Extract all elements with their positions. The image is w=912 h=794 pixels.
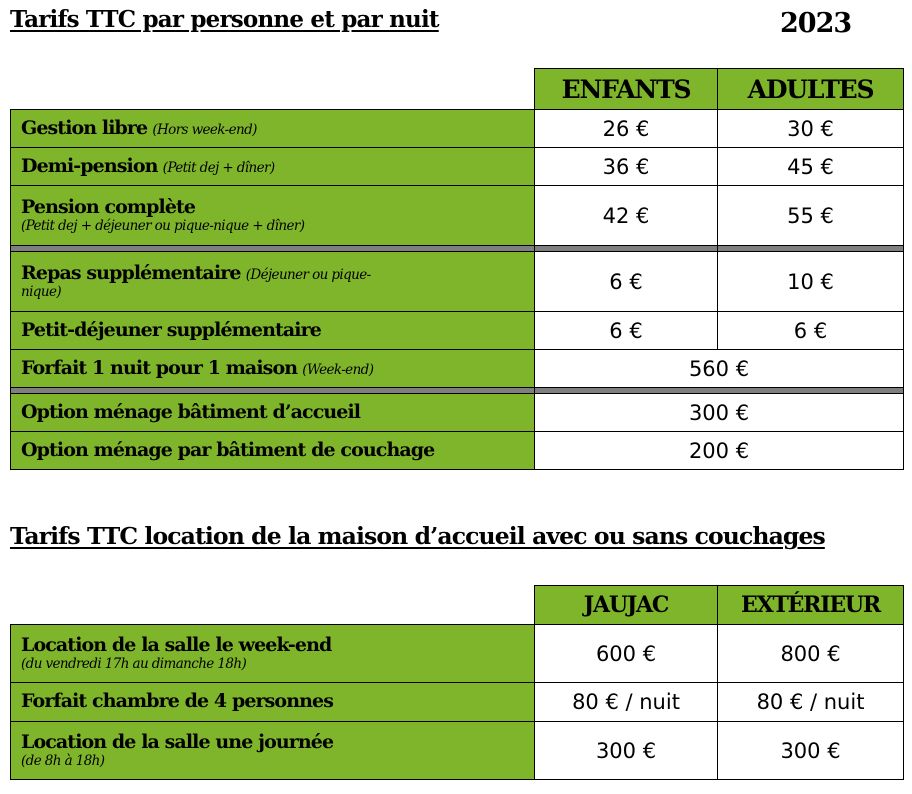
row-label: Forfait chambre de 4 personnes xyxy=(21,690,334,713)
row-sublabel: (du vendredi 17h au dimanche 18h) xyxy=(21,655,247,672)
table-row xyxy=(11,722,904,780)
row-label: Pension complète xyxy=(21,195,196,218)
price-enfants: 26 € xyxy=(535,110,718,148)
price-adultes: 6 € xyxy=(718,312,904,350)
row-sublabel: (Déjeuner ou pique- xyxy=(245,266,371,283)
row-label: Location de la salle une journée xyxy=(21,730,334,753)
price-adultes: 30 € xyxy=(718,110,904,148)
table-row xyxy=(11,110,904,148)
row-label: Option ménage bâtiment d’accueil xyxy=(21,400,361,423)
row-label: Petit-déjeuner supplémentaire xyxy=(21,318,321,341)
table-row xyxy=(11,432,904,470)
row-label: Option ménage par bâtiment de couchage xyxy=(21,438,435,461)
price-adultes: 45 € xyxy=(718,148,904,186)
header-blank-cell xyxy=(11,586,535,625)
row-label: Repas supplémentaire xyxy=(21,261,241,284)
table-row xyxy=(11,148,904,186)
price-jaujac: 80 € / nuit xyxy=(535,683,718,722)
table-row xyxy=(11,312,904,350)
price-exterieur: 800 € xyxy=(718,625,904,683)
price-exterieur: 300 € xyxy=(718,722,904,780)
header-adultes: ADULTES xyxy=(718,69,904,110)
price-adultes: 55 € xyxy=(718,186,904,246)
header-enfants: ENFANTS xyxy=(535,69,718,110)
row-sublabel: (Petit dej + dîner) xyxy=(162,159,275,176)
row-sublabel: (Hors week-end) xyxy=(152,121,257,138)
row-label-cell xyxy=(11,625,535,683)
price-enfants: 36 € xyxy=(535,148,718,186)
row-sublabel-cont: nique) xyxy=(21,283,62,300)
price-enfants: 42 € xyxy=(535,186,718,246)
row-sublabel: (Week-end) xyxy=(302,361,374,378)
year-label: 2023 xyxy=(780,8,852,39)
price-jaujac: 300 € xyxy=(535,722,718,780)
tarifs-par-personne-table xyxy=(10,68,904,470)
row-label: Demi-pension xyxy=(21,154,158,177)
row-label-cell xyxy=(11,148,535,186)
table-header-row xyxy=(11,586,904,625)
price-option: 300 € xyxy=(535,394,904,432)
row-label: Forfait 1 nuit pour 1 maison xyxy=(21,356,298,379)
table-row xyxy=(11,683,904,722)
title-tarifs-location: Tarifs TTC location de la maison d’accueil avec ou sans couchages xyxy=(10,522,825,550)
table-row xyxy=(11,186,904,246)
row-label-cell xyxy=(11,252,535,312)
row-label-cell xyxy=(11,110,535,148)
table-row xyxy=(11,252,904,312)
row-label: Location de la salle le week-end xyxy=(21,633,332,656)
table-row xyxy=(11,625,904,683)
header-blank-cell xyxy=(11,69,535,110)
price-adultes: 10 € xyxy=(718,252,904,312)
row-label: Gestion libre xyxy=(21,116,148,139)
price-enfants: 6 € xyxy=(535,312,718,350)
tarifs-location-table xyxy=(10,585,904,780)
row-label-cell xyxy=(11,312,535,350)
title-tarifs-par-personne: Tarifs TTC par personne et par nuit xyxy=(10,6,439,33)
table-row xyxy=(11,350,904,388)
price-jaujac: 600 € xyxy=(535,625,718,683)
table-row xyxy=(11,394,904,432)
row-label-cell xyxy=(11,683,535,722)
header-jaujac: JAUJAC xyxy=(535,586,718,625)
row-sublabel: (de 8h à 18h) xyxy=(21,752,105,769)
row-label-cell xyxy=(11,186,535,246)
row-label-cell xyxy=(11,432,535,470)
table-header-row xyxy=(11,69,904,110)
price-option: 200 € xyxy=(535,432,904,470)
row-label-cell xyxy=(11,722,535,780)
row-label-cell xyxy=(11,394,535,432)
price-exterieur: 80 € / nuit xyxy=(718,683,904,722)
price-enfants: 6 € xyxy=(535,252,718,312)
header-exterieur: EXTÉRIEUR xyxy=(718,586,904,625)
row-label-cell xyxy=(11,350,535,388)
row-sublabel: (Petit dej + déjeuner ou pique-nique + dîner) xyxy=(21,217,305,234)
price-forfait: 560 € xyxy=(535,350,904,388)
